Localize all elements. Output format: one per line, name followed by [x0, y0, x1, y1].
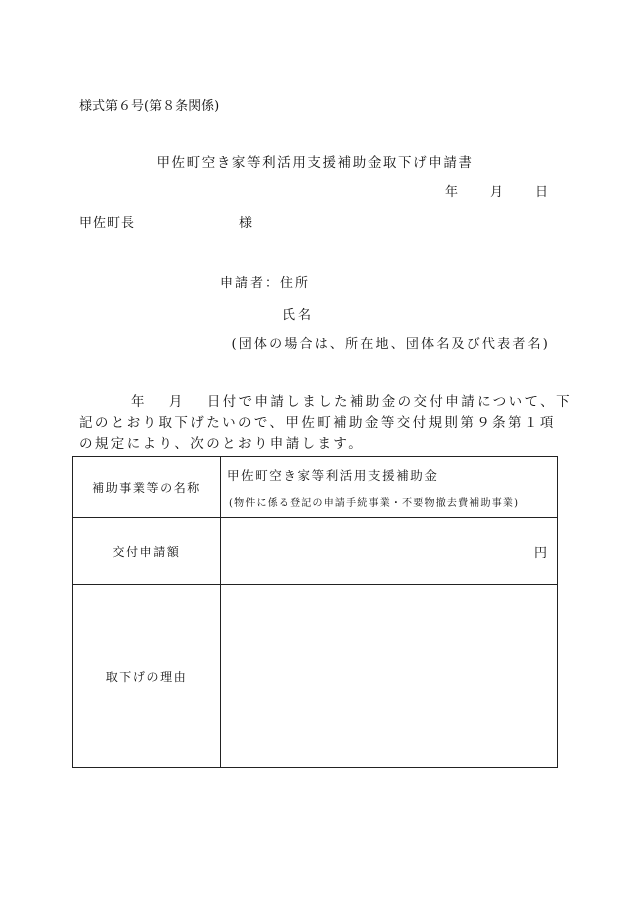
date-month: 月	[489, 185, 503, 200]
body-year: 年	[131, 394, 147, 410]
withdrawal-reason-field[interactable]	[221, 585, 558, 768]
yen-unit: 円	[533, 545, 547, 561]
table-row	[73, 457, 558, 518]
applicant-name-label: 氏名	[282, 308, 315, 323]
application-table	[72, 456, 558, 768]
withdrawal-reason-label: 取下げの理由	[73, 585, 221, 768]
grant-amount-field[interactable]	[221, 518, 558, 585]
form-number: 様式第６号(第８条関係)	[79, 99, 220, 114]
table-row	[73, 518, 558, 585]
project-name-label: 補助事業等の名称	[73, 457, 221, 518]
addressee-honorific: 様	[239, 216, 254, 231]
addressee-name: 甲佐町長	[79, 216, 136, 231]
body-paragraph	[79, 392, 572, 455]
group-note: (団体の場合は、所在地、団体名及び代表者名)	[231, 337, 550, 352]
body-month: 月	[168, 394, 185, 410]
date-day: 日	[534, 185, 548, 200]
applicant-address-label: 申請者：住所	[220, 276, 311, 291]
date-year: 年	[444, 185, 458, 200]
addressee	[79, 212, 253, 231]
project-name-note: (物件に係る登記の申請手続事業・不要物撤去費補助事業)	[229, 497, 520, 509]
body-line-1	[79, 392, 572, 413]
date-line	[445, 181, 548, 200]
document-title: 甲佐町空き家等利活用支援補助金取下げ申請書	[156, 155, 474, 171]
body-line-1-rest: 日付で申請しました補助金の交付申請について、下	[206, 394, 572, 410]
project-name-cell[interactable]	[221, 457, 558, 518]
grant-amount-label: 交付申請額	[73, 518, 221, 585]
body-line-2: 記のとおり取下げたいので、甲佐町補助金等交付規則第９条第１項	[79, 415, 556, 431]
body-line-3: の規定により、次のとおり申請します。	[79, 436, 365, 452]
project-name-value: 甲佐町空き家等利活用支援補助金	[227, 467, 439, 483]
table-row	[73, 585, 558, 768]
